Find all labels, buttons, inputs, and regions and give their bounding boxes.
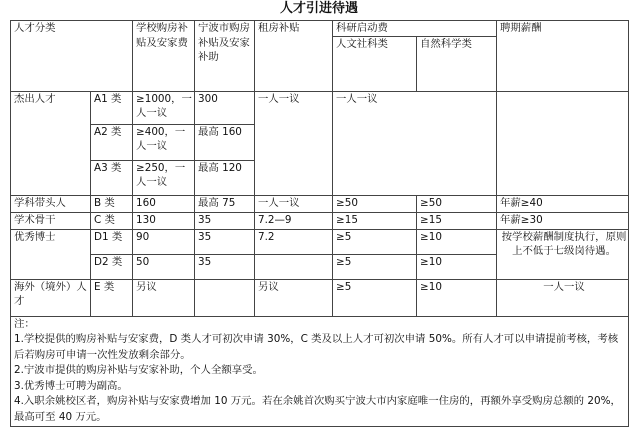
header-natural-science: 自然科学类 — [417, 36, 497, 91]
category-doctor: 优秀博士 — [11, 229, 91, 279]
talent-benefits-table — [10, 20, 629, 427]
b-ningbo: 最高 75 — [195, 195, 255, 212]
d1-humanities: ≥5 — [333, 229, 417, 254]
header-school-subsidy: 学校购房补贴及安家费 — [133, 21, 195, 92]
class-b: B 类 — [91, 195, 133, 212]
b-natural: ≥50 — [417, 195, 497, 212]
e-rent: 另议 — [255, 279, 333, 316]
header-humanities: 人文社科类 — [333, 36, 417, 91]
d2-humanities: ≥5 — [333, 254, 417, 279]
c-school: 130 — [133, 212, 195, 229]
header-category: 人才分类 — [11, 21, 133, 92]
a-research: 一人一议 — [333, 91, 497, 195]
d1-rent: 7.2 — [255, 229, 333, 254]
class-a1: A1 类 — [91, 91, 133, 124]
header-rent-subsidy: 租房补贴 — [255, 21, 333, 92]
category-outstanding: 杰出人才 — [11, 91, 91, 195]
class-d1: D1 类 — [91, 229, 133, 254]
notes-block — [11, 316, 629, 426]
class-e: E 类 — [91, 279, 133, 316]
d2-ningbo: 35 — [195, 254, 255, 279]
e-humanities: ≥5 — [333, 279, 417, 316]
note-heading: 注： — [14, 317, 35, 330]
note-item: 2.宁波市提供的购房补贴与安家补助，个人全额享受。 — [14, 364, 263, 376]
note-item: 4.入职余姚校区者，购房补贴与安家费增加 10 万元。若在余姚首次购买宁波大市内家庭唯一住房的，再额外享受购房总额的 20%，最高可至 40 万元。 — [14, 395, 621, 423]
a3-ningbo: 最高 120 — [195, 160, 255, 195]
note-item: 1.学校提供的购房补贴与安家费，D 类人才可初次申请 30%，C 类及以上人才可初次申请 50%。所有人才可以申请提前考核，考核后若购房可申请一次性发放剩余部分。 — [14, 333, 619, 361]
d1-natural: ≥10 — [417, 229, 497, 254]
b-salary: 年薪≥40 — [497, 195, 629, 212]
category-overseas: 海外（境外）人才 — [11, 279, 91, 316]
category-leader: 学科带头人 — [11, 195, 91, 212]
a-rent: 一人一议 — [255, 91, 333, 195]
c-humanities: ≥15 — [333, 212, 417, 229]
b-rent: 一人一议 — [255, 195, 333, 212]
note-item: 3.优秀博士可聘为副高。 — [14, 379, 128, 392]
a2-ningbo: 最高 160 — [195, 124, 255, 160]
header-salary: 聘期薪酬 — [497, 21, 629, 92]
d1-ningbo: 35 — [195, 229, 255, 254]
a1-school: ≥1000，一人一议 — [133, 91, 195, 124]
b-school: 160 — [133, 195, 195, 212]
d2-school: 50 — [133, 254, 195, 279]
e-school: 另议 — [133, 279, 195, 316]
a1-ningbo: 300 — [195, 91, 255, 124]
c-natural: ≥15 — [417, 212, 497, 229]
category-backbone: 学术骨干 — [11, 212, 91, 229]
a3-school: ≥250，一人一议 — [133, 160, 195, 195]
e-natural: ≥10 — [417, 279, 497, 316]
class-c: C 类 — [91, 212, 133, 229]
d2-rent — [255, 254, 333, 279]
class-a3: A3 类 — [91, 160, 133, 195]
class-a2: A2 类 — [91, 124, 133, 160]
c-salary: 年薪≥30 — [497, 212, 629, 229]
a-salary — [497, 91, 629, 195]
e-salary: 一人一议 — [497, 279, 629, 316]
a2-school: ≥400，一人一议 — [133, 124, 195, 160]
page-title: 人才引进待遇 — [279, 1, 358, 16]
d1-school: 90 — [133, 229, 195, 254]
b-humanities: ≥50 — [333, 195, 417, 212]
class-d2: D2 类 — [91, 254, 133, 279]
d-salary: 按学校薪酬制度执行，原则上不低于七级岗待遇。 — [497, 229, 629, 279]
c-ningbo: 35 — [195, 212, 255, 229]
header-research-funds: 科研启动费 — [333, 21, 497, 37]
d2-natural: ≥10 — [417, 254, 497, 279]
e-ningbo — [195, 279, 255, 316]
header-ningbo-subsidy: 宁波市购房补贴及安家补助 — [195, 21, 255, 92]
c-rent: 7.2—9 — [255, 212, 333, 229]
